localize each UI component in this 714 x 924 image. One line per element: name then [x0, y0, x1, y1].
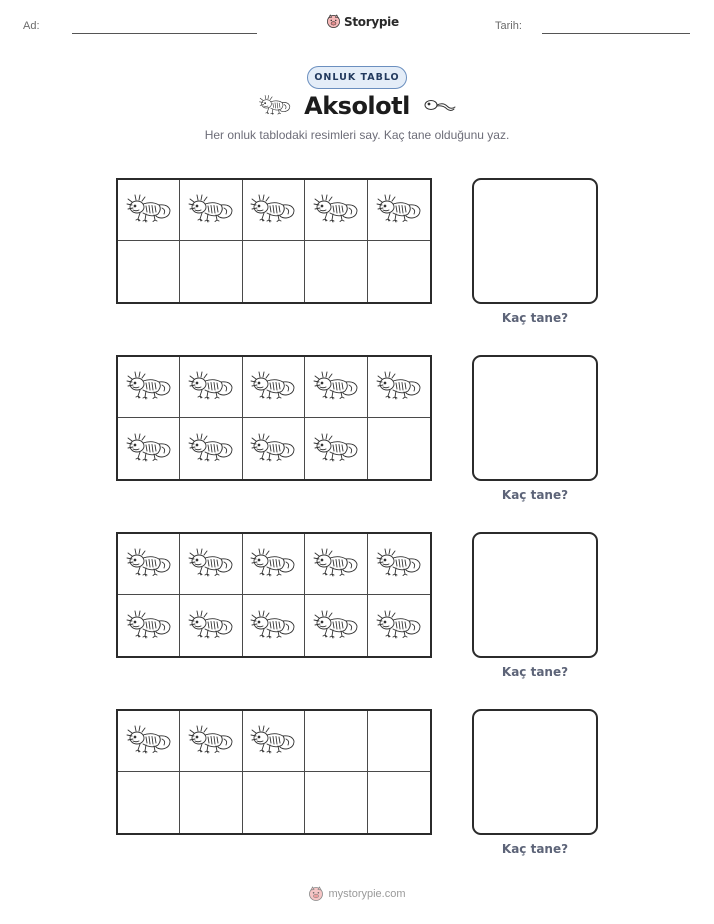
- answer-box-1[interactable]: [472, 178, 598, 304]
- frame-cell: [180, 418, 242, 479]
- axolotl-icon: [188, 547, 234, 581]
- axolotl-icon: [250, 724, 296, 758]
- frame-cell: [243, 241, 305, 302]
- name-line[interactable]: [72, 33, 257, 34]
- frame-cell: [180, 711, 242, 772]
- axolotl-icon: [188, 370, 234, 404]
- frame-cell: [243, 418, 305, 479]
- frame-cell: [368, 534, 430, 595]
- frame-cell: [368, 357, 430, 418]
- frame-cell: [243, 534, 305, 595]
- axolotl-icon: [250, 432, 296, 466]
- axolotl-icon: [313, 609, 359, 643]
- frame-cell: [368, 180, 430, 241]
- frame-cell: [305, 241, 367, 302]
- axolotl-icon: [376, 193, 422, 227]
- brand-name: Storypie: [344, 14, 399, 29]
- frame-cell: [118, 180, 180, 241]
- storypie-pig-icon: [326, 14, 341, 29]
- frame-cell: [243, 595, 305, 656]
- ten-frame-2: [116, 355, 432, 481]
- axolotl-icon: [250, 609, 296, 643]
- ten-frame-1: [116, 178, 432, 304]
- frame-cell: [305, 711, 367, 772]
- axolotl-icon: [126, 609, 172, 643]
- name-label: Ad:: [23, 20, 40, 32]
- answer-label-1: Kaç tane?: [501, 311, 569, 325]
- frame-cell: [118, 418, 180, 479]
- frame-cell: [180, 772, 242, 833]
- frame-cell: [305, 595, 367, 656]
- frame-cell: [180, 595, 242, 656]
- axolotl-icon: [188, 193, 234, 227]
- frame-cell: [180, 357, 242, 418]
- axolotl-icon: [313, 432, 359, 466]
- axolotl-icon: [250, 370, 296, 404]
- frame-cell: [305, 418, 367, 479]
- axolotl-icon: [188, 609, 234, 643]
- frame-cell: [243, 357, 305, 418]
- axolotl-icon: [313, 370, 359, 404]
- frame-cell: [368, 595, 430, 656]
- axolotl-icon: [126, 193, 172, 227]
- answer-box-2[interactable]: [472, 355, 598, 481]
- frame-cell: [243, 180, 305, 241]
- tadpole-icon: [422, 96, 456, 116]
- axolotl-icon: [250, 193, 296, 227]
- frame-cell: [243, 711, 305, 772]
- frame-cell: [305, 772, 367, 833]
- frame-cell: [180, 241, 242, 302]
- axolotl-icon: [376, 547, 422, 581]
- brand: [326, 14, 399, 29]
- frame-cell: [118, 534, 180, 595]
- axolotl-icon: [250, 547, 296, 581]
- instructions: Her onluk tablodaki resimleri say. Kaç tane olduğunu yaz.: [204, 128, 510, 142]
- axolotl-icon: [188, 724, 234, 758]
- axolotl-icon: [126, 432, 172, 466]
- frame-cell: [180, 180, 242, 241]
- axolotl-icon: [313, 547, 359, 581]
- footer: [0, 886, 714, 902]
- category-badge: ONLUK TABLO: [307, 66, 407, 89]
- frame-cell: [305, 357, 367, 418]
- ten-frame-3: [116, 532, 432, 658]
- ten-frame-4: [116, 709, 432, 835]
- date-label: Tarih:: [495, 20, 522, 32]
- frame-cell: [305, 534, 367, 595]
- answer-label-3: Kaç tane?: [501, 665, 569, 679]
- answer-box-3[interactable]: [472, 532, 598, 658]
- axolotl-icon: [376, 609, 422, 643]
- frame-cell: [243, 772, 305, 833]
- axolotl-icon: [126, 547, 172, 581]
- answer-label-2: Kaç tane?: [501, 488, 569, 502]
- frame-cell: [180, 534, 242, 595]
- frame-cell: [368, 241, 430, 302]
- answer-box-4[interactable]: [472, 709, 598, 835]
- frame-cell: [305, 180, 367, 241]
- axolotl-icon: [126, 370, 172, 404]
- frame-cell: [118, 595, 180, 656]
- axolotl-icon: [376, 370, 422, 404]
- footer-url[interactable]: mystorypie.com: [328, 888, 406, 900]
- frame-cell: [118, 357, 180, 418]
- axolotl-icon: [126, 724, 172, 758]
- storypie-pig-icon: [308, 886, 324, 902]
- axolotl-icon: [313, 193, 359, 227]
- axolotl-icon: [188, 432, 234, 466]
- date-line[interactable]: [542, 33, 690, 34]
- frame-cell: [118, 711, 180, 772]
- page-title: Aksolotl: [304, 92, 410, 120]
- frame-cell: [118, 241, 180, 302]
- frame-cell: [118, 772, 180, 833]
- frame-cell: [368, 772, 430, 833]
- frame-cell: [368, 711, 430, 772]
- answer-label-4: Kaç tane?: [501, 842, 569, 856]
- frame-cell: [368, 418, 430, 479]
